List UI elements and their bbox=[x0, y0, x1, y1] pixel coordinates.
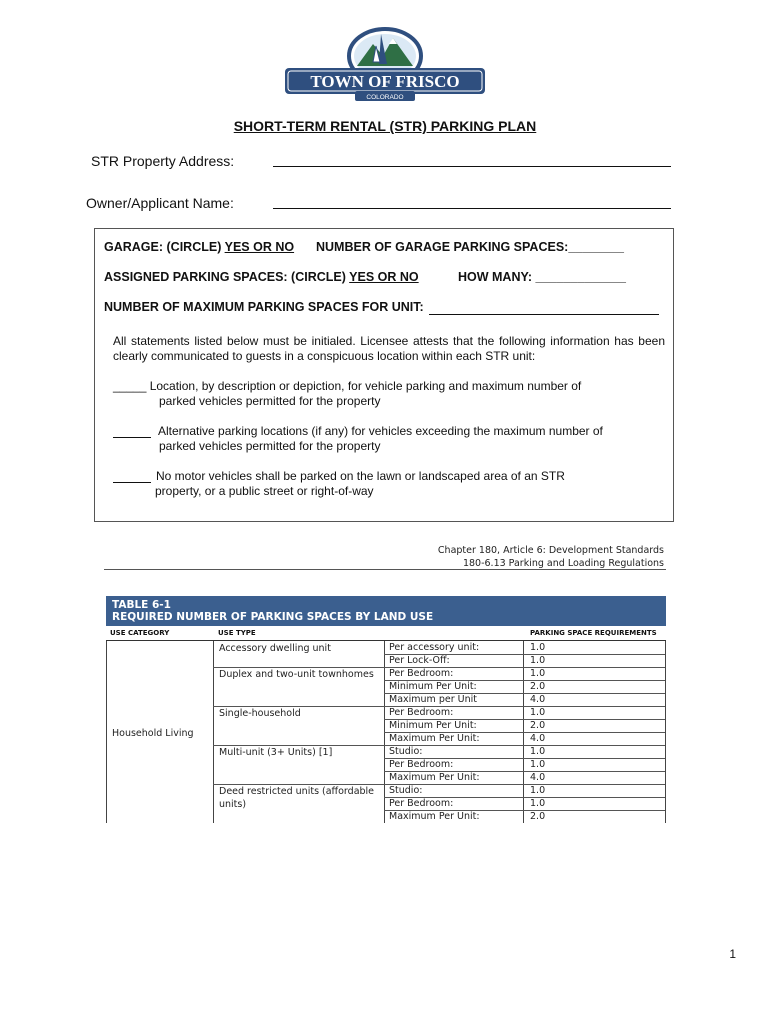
requirement-value: 1.0 bbox=[530, 759, 546, 770]
table-row-divider bbox=[213, 706, 665, 707]
table-subtitle: REQUIRED NUMBER OF PARKING SPACES BY LAND USE bbox=[112, 611, 434, 623]
intro-statement: All statements listed below must be initialed. Licensee attests that the following information has been clearly communicated to guests in a conspicuous location within each STR unit: bbox=[113, 334, 665, 363]
requirement-value: 1.0 bbox=[530, 668, 546, 679]
table-header bbox=[106, 596, 666, 626]
assigned-prefix: ASSIGNED PARKING SPACES: (CIRCLE) bbox=[104, 270, 350, 284]
requirement-value: 1.0 bbox=[530, 642, 546, 653]
address-field[interactable] bbox=[273, 166, 671, 167]
requirement-label: Per Bedroom: bbox=[389, 668, 454, 679]
col-header-category: USE CATEGORY bbox=[110, 629, 170, 637]
requirement-value: 4.0 bbox=[530, 772, 546, 783]
requirement-value: 1.0 bbox=[530, 707, 546, 718]
requirement-value: 2.0 bbox=[530, 811, 546, 822]
requirement-label: Per Bedroom: bbox=[389, 759, 454, 770]
table-title: TABLE 6-1 bbox=[112, 599, 171, 611]
how-many-field[interactable]: HOW MANY: _____________ bbox=[458, 270, 626, 284]
chapter-citation bbox=[438, 544, 664, 570]
logo-title: TOWN OF FRISCO bbox=[310, 72, 460, 91]
table-body bbox=[106, 641, 666, 823]
table-row-divider bbox=[384, 771, 665, 772]
citation-divider bbox=[104, 569, 666, 570]
table-row-divider bbox=[384, 810, 665, 811]
requirement-value: 1.0 bbox=[530, 655, 546, 666]
type-duplex: Duplex and two-unit townhomes bbox=[219, 669, 374, 680]
page-number: 1 bbox=[729, 947, 736, 961]
requirement-label: Per Lock-Off: bbox=[389, 655, 450, 666]
garage-question bbox=[104, 240, 294, 254]
table-row-divider bbox=[384, 680, 665, 681]
requirement-label: Studio: bbox=[389, 746, 423, 757]
requirement-value: 1.0 bbox=[530, 798, 546, 809]
requirement-label: Per accessory unit: bbox=[389, 642, 480, 653]
table-row-divider bbox=[384, 797, 665, 798]
garage-choice[interactable]: YES OR NO bbox=[224, 240, 295, 254]
table-row-divider bbox=[213, 667, 665, 668]
table-row-divider bbox=[384, 719, 665, 720]
initial-blank-2[interactable] bbox=[113, 426, 151, 438]
page-title: SHORT-TERM RENTAL (STR) PARKING PLAN bbox=[233, 118, 537, 134]
requirement-value: 2.0 bbox=[530, 720, 546, 731]
owner-field[interactable] bbox=[273, 208, 671, 209]
requirement-value: 1.0 bbox=[530, 785, 546, 796]
requirement-value: 1.0 bbox=[530, 746, 546, 757]
logo-subtitle: COLORADO bbox=[366, 94, 404, 101]
statement-2-line1: Alternative parking locations (if any) for vehicles exceeding the maximum number of bbox=[158, 424, 603, 438]
requirement-label: Maximum Per Unit: bbox=[389, 772, 480, 783]
max-spaces-label: NUMBER OF MAXIMUM PARKING SPACES FOR UNIT: bbox=[104, 300, 424, 314]
owner-label: Owner/Applicant Name: bbox=[86, 195, 234, 211]
max-spaces-field[interactable] bbox=[429, 314, 659, 315]
type-deed-line2: units) bbox=[219, 799, 247, 810]
col-header-requirements: PARKING SPACE REQUIREMENTS bbox=[530, 629, 657, 637]
requirement-label: Maximum Per Unit: bbox=[389, 733, 480, 744]
requirement-label: Minimum Per Unit: bbox=[389, 720, 477, 731]
statement-3-line1: No motor vehicles shall be parked on the lawn or landscaped area of an STR bbox=[156, 469, 565, 483]
requirement-value: 2.0 bbox=[530, 681, 546, 692]
initial-blank-3[interactable] bbox=[113, 471, 151, 483]
assigned-question bbox=[104, 270, 419, 284]
table-row-divider bbox=[213, 784, 665, 785]
table-row-divider bbox=[384, 732, 665, 733]
garage-prefix: GARAGE: (CIRCLE) bbox=[104, 240, 225, 254]
table-row-divider bbox=[384, 654, 665, 655]
type-deed-line1: Deed restricted units (affordable bbox=[219, 786, 375, 797]
garage-spaces-field[interactable]: NUMBER OF GARAGE PARKING SPACES:________ bbox=[316, 240, 624, 254]
requirement-value: 4.0 bbox=[530, 694, 546, 705]
requirement-label: Per Bedroom: bbox=[389, 798, 454, 809]
table-row-divider bbox=[384, 758, 665, 759]
requirement-value: 4.0 bbox=[530, 733, 546, 744]
requirement-label: Maximum Per Unit: bbox=[389, 811, 480, 822]
type-accessory: Accessory dwelling unit bbox=[219, 643, 331, 654]
parking-requirements-table bbox=[106, 596, 666, 823]
requirement-label: Per Bedroom: bbox=[389, 707, 454, 718]
col-header-type: USE TYPE bbox=[218, 629, 256, 637]
table-row-divider bbox=[384, 693, 665, 694]
category-household-living: Household Living bbox=[112, 728, 194, 739]
table-row-divider bbox=[213, 745, 665, 746]
town-of-frisco-logo bbox=[283, 26, 487, 104]
statement-2-line2: parked vehicles permitted for the property bbox=[159, 439, 381, 453]
type-single: Single-household bbox=[219, 708, 301, 719]
type-multi: Multi-unit (3+ Units) [1] bbox=[219, 747, 333, 758]
column-headers bbox=[106, 626, 666, 641]
citation-line-1: Chapter 180, Article 6: Development Standards bbox=[437, 545, 664, 556]
requirement-label: Maximum per Unit bbox=[389, 694, 477, 705]
requirement-label: Minimum Per Unit: bbox=[389, 681, 477, 692]
address-label: STR Property Address: bbox=[91, 153, 235, 169]
parking-info-box bbox=[94, 228, 674, 522]
statement-3-line2: property, or a public street or right-of-way bbox=[155, 484, 374, 498]
citation-line-2: 180-6.13 Parking and Loading Regulations bbox=[462, 558, 664, 569]
assigned-choice[interactable]: YES OR NO bbox=[349, 270, 419, 284]
requirement-label: Studio: bbox=[389, 785, 423, 796]
statement-1-line1: _____ Location, by description or depiction, for vehicle parking and maximum number of bbox=[113, 379, 582, 393]
statement-1-line2: parked vehicles permitted for the property bbox=[159, 394, 381, 408]
